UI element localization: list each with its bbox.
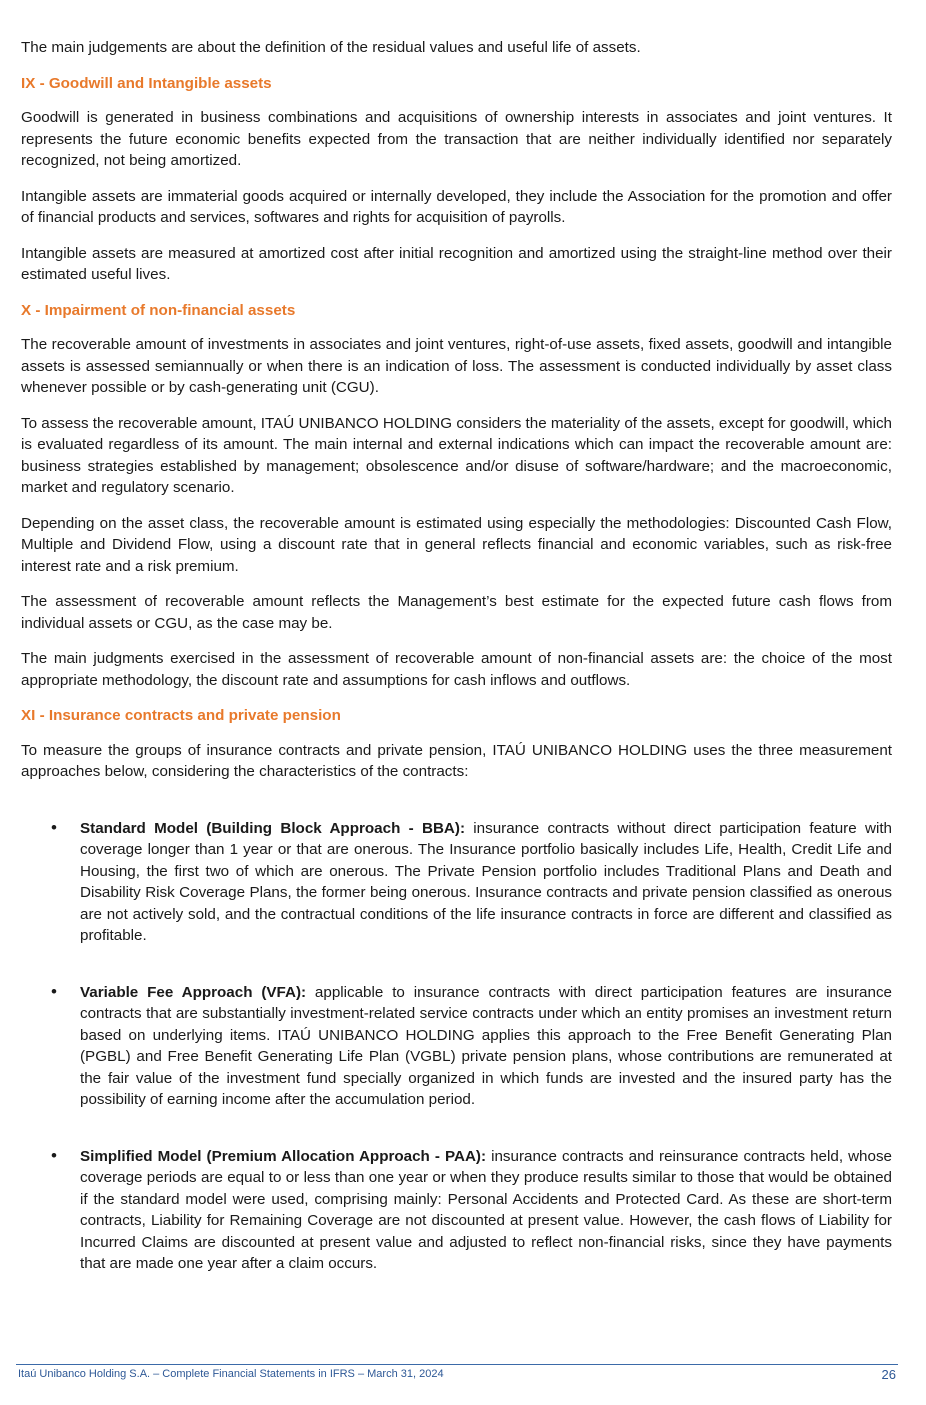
bullet-icon: • bbox=[51, 981, 57, 1001]
bullet-item-vfa bbox=[21, 981, 892, 1111]
paragraph: The assessment of recoverable amount reflects the Management’s best estimate for the expected future cash flows from individual assets or CGU, as the case may be. bbox=[21, 593, 892, 632]
bullet-term: Variable Fee Approach (VFA): bbox=[80, 983, 307, 1001]
bullet-icon: • bbox=[51, 817, 57, 837]
paragraph: To assess the recoverable amount, ITAÚ UNIBANCO HOLDING considers the materiality of the assets, except for goodwill, which is evaluated regardless of its amount. The main internal and external indications which can impact the recoverable amount are: business strategies established by management; obsolescence and/or disuse of software/hardware; and the macroeconomic, market and regulatory scenario. bbox=[21, 414, 892, 496]
footer-title: Itaú Unibanco Holding S.A. – Complete Financial Statements in IFRS – March 31, 2024 bbox=[18, 1368, 444, 1380]
section-heading-impairment: X - Impairment of non-financial assets bbox=[21, 301, 296, 319]
paragraph: To measure the groups of insurance contracts and private pension, ITAÚ UNIBANCO HOLDING uses the three measurement approaches below, considering the characteristics of the contracts: bbox=[21, 741, 892, 780]
footer-divider bbox=[16, 1364, 898, 1365]
bullet-text: applicable to insurance contracts with direct participation features are insurance contracts that are substantially investment-related service contracts under which an entity promises an investment return based on underlying items. ITAÚ UNIBANCO HOLDING applies this approach to the Free Benefit Generating Plan (PGBL) and Free Benefit Generating Life Plan (VGBL) private pension plans, whose contributions are remunerated at the fair value of the investment fund specially organized in which funds are invested and the insured party has the possibility of earning income after the accumulation period. bbox=[80, 983, 892, 1108]
bullet-text: insurance contracts without direct participation feature with coverage longer than 1 year or that are onerous. The Insurance portfolio basically includes Life, Health, Credit Life and Housing, the first two of which are onerous. The Private Pension portfolio includes Traditional Plans and Death and Disability Risk Coverage Plans, the former being onerous. Insurance contracts and private pension classified as onerous are not actively sold, and the contractual conditions of the life insurance contracts in force are different and classified as profitable. bbox=[80, 819, 892, 944]
bullet-item-bba bbox=[21, 817, 892, 947]
paragraph: Goodwill is generated in business combinations and acquisitions of ownership interests in associates and joint ventures. It represents the future economic benefits expected from the transaction that are neither individually identified nor separately recognized, not being amortized. bbox=[21, 109, 892, 169]
bullet-text: insurance contracts and reinsurance contracts held, whose coverage periods are equal to or less than one year or when they produce results similar to those that would be obtained if the standard model were used, comprising mainly: Personal Accidents and Protected Card. As these are short-term contracts, Liability for Remaining Coverage are not discounted at present value. However, the cash flows of Liability for Incurred Claims are discounted at present value and adjusted to reflect non-financial risks, since they have payments that are made one year after a claim occurs. bbox=[80, 1147, 892, 1272]
bullet-item-paa bbox=[21, 1145, 892, 1275]
paragraph: The main judgments exercised in the assessment of recoverable amount of non-financial assets are: the choice of the most appropriate methodology, the discount rate and assumptions for cash inflows and outflows. bbox=[21, 650, 892, 689]
page-number: 26 bbox=[881, 1367, 896, 1382]
paragraph: Depending on the asset class, the recoverable amount is estimated using especially the methodologies: Discounted Cash Flow, Multiple and Dividend Flow, using a discount rate that in general reflects financial and economic variables, such as risk-free interest rate and a risk premium. bbox=[21, 514, 892, 575]
section-heading-goodwill: IX - Goodwill and Intangible assets bbox=[21, 74, 272, 92]
bullet-term: Standard Model (Building Block Approach - BBA): bbox=[80, 819, 466, 837]
paragraph: Intangible assets are immaterial goods acquired or internally developed, they include the Association for the promotion and offer of financial products and services, softwares and rights for acquisition of payrolls. bbox=[21, 187, 892, 226]
section-heading-insurance: XI - Insurance contracts and private pension bbox=[21, 707, 341, 724]
bullet-icon: • bbox=[51, 1145, 57, 1165]
paragraph: The recoverable amount of investments in associates and joint ventures, right-of-use assets, fixed assets, goodwill and intangible assets is assessed semiannually or when there is an indication of loss. The assessment is conducted individually by asset class whenever possible or by cash-generating unit (CGU). bbox=[21, 336, 892, 396]
intro-paragraph: The main judgements are about the definition of the residual values and useful life of assets. bbox=[21, 39, 641, 56]
document-body bbox=[21, 37, 892, 1289]
paragraph: Intangible assets are measured at amortized cost after initial recognition and amortized using the straight-line method over their estimated useful lives. bbox=[21, 244, 892, 283]
bullet-term: Simplified Model (Premium Allocation Approach - PAA): bbox=[80, 1147, 487, 1165]
